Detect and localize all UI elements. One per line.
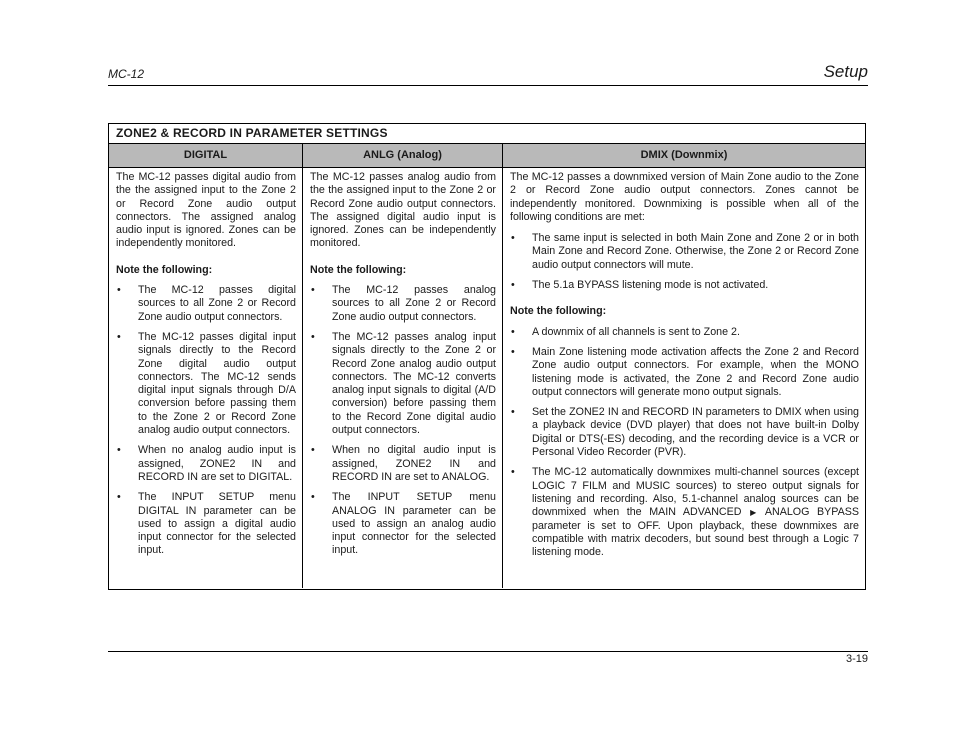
footer-rule [108,651,868,652]
downmix-intro: The MC-12 passes a downmixed version of Main Zone audio to the Zone 2 or Record Zone audio output connectors. Zones cannot be independently monitored. Downmixing is possible when all of the following conditions are met: [510,171,859,223]
downmix-condition-list [510,232,859,292]
analog-intro: The MC-12 passes analog audio from the the assigned input to the Zone 2 or Record Zone audio output connectors. The assigned digital audio input is ignored. Zones can be independently monitored. [310,171,496,250]
list-item: • A downmix of all channels is sent to Zone 2. [511,325,740,338]
list-item: • The MC-12 passes analog sources to all Zone 2 or Record Zone audio output connectors. [311,284,496,323]
list-item: • The MC-12 passes digital input signals directly to the Record Zone digital audio output connectors. The MC-12 sends digital input signals through D/A conversion before passing them to the Zone 2 or Record Zone analog audio output connectors. [117,330,296,437]
list-item: • The INPUT SETUP menu DIGITAL IN parameter can be used to assign a digital audio input connector for the selected input. [117,491,296,557]
header-section: Setup [823,62,868,81]
analog-bullet-list [310,284,496,558]
table-header-row [109,144,865,168]
list-item: • The 5.1a BYPASS listening mode is not activated. [511,279,769,292]
list-item: • The INPUT SETUP menu ANALOG IN parameter can be used to assign an analog audio input connector for the selected input. [311,491,496,557]
parameter-settings-table [108,123,866,590]
list-item: • The MC-12 passes analog input signals directly to the Zone 2 or Record Zone analog audio output connectors. The MC-12 converts analog input signals to digital (A/D conversion) before passing them to the Record Zone digital audio output connectors. [311,330,496,437]
list-item: • Set the ZONE2 IN and RECORD IN parameters to DMIX when using a playback device (DVD player) that does not have built-in Dolby Digital or DTS(-ES) decoding, and the recording device is a VCR or Personal Video Recorder (PVR). [511,406,859,459]
column-header-digital: DIGITAL [109,144,303,167]
analog-column [303,168,503,588]
analog-note-heading: Note the following: [310,263,407,276]
header-rule [108,85,868,86]
table-title: ZONE2 & RECORD IN PARAMETER SETTINGS [109,124,865,144]
list-item: • The MC-12 automatically downmixes multi-channel sources (except LOGIC 7 FILM and MUSIC sources) to stereo output signals for listening and recording. Also, 5.1-channel analog sources can be downmixed when the MAIN ADVANCED ▶ ANALOG BYPASS parameter is set to OFF. Upon playback, these downmixes are compatible with matrix decoders, but sound best through a Logic 7 listening mode. [511,466,859,559]
downmix-note-heading: Note the following: [510,305,607,318]
digital-note-heading: Note the following: [116,263,213,276]
column-header-analog: ANLG (Analog) [303,144,503,167]
list-item: • Main Zone listening mode activation affects the Zone 2 and Record Zone audio output connectors. For example, when the MONO listening mode is activated, the Zone 2 and Record Zone audio output connectors will generate mono output signals. [511,345,859,398]
list-item: • When no analog audio input is assigned, ZONE2 IN and RECORD IN are set to DIGITAL. [117,444,296,483]
digital-intro: The MC-12 passes digital audio from the the assigned input to the Zone 2 or Record Zone audio output connectors. The assigned analog audio input is ignored. Zones can be independently monitored. [116,171,296,250]
list-item: • When no digital audio input is assigned, ZONE2 IN and RECORD IN are set to ANALOG. [311,444,496,483]
menu-arrow-icon: ▶ [745,508,761,518]
digital-bullet-list [116,284,296,558]
page-number: 3-19 [845,653,868,665]
list-item: • The same input is selected in both Main Zone and Zone 2 or in both Main Zone and Record Zone. Otherwise, the Zone 2 or Record Zone audio output connectors will mute. [511,232,859,271]
downmix-bullet-list [510,326,859,560]
header-model: MC-12 [108,67,145,81]
column-header-downmix: DMIX (Downmix) [640,149,728,161]
downmix-column [503,168,865,588]
table-body-row [109,168,865,588]
digital-column [109,168,303,588]
list-item: • The MC-12 passes digital sources to all Zone 2 or Record Zone audio output connectors. [117,284,296,323]
